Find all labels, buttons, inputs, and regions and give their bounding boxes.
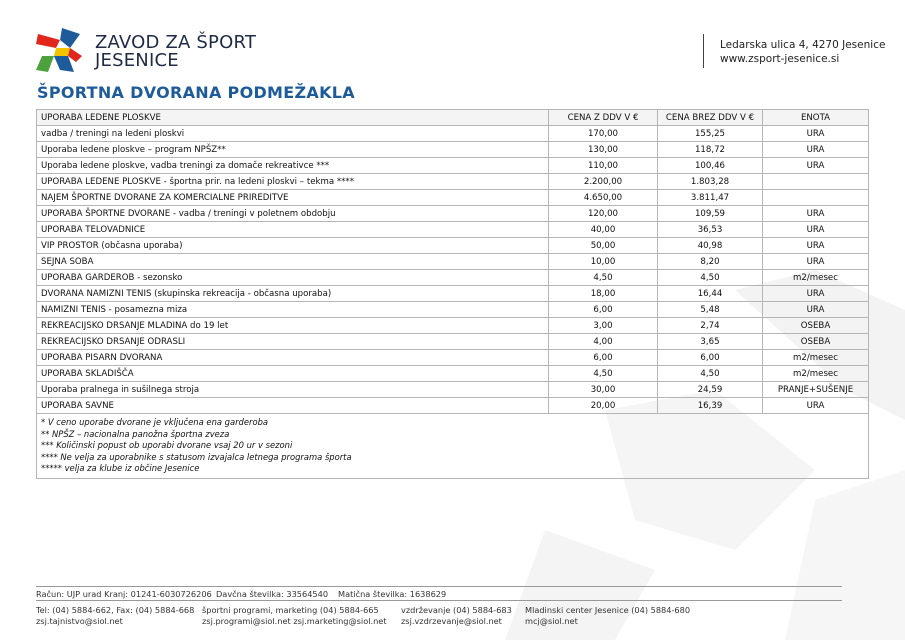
table-row (37, 398, 869, 414)
unit-cell: URA (763, 302, 869, 318)
service-cell: VIP PROSTOR (občasna uporaba) (37, 238, 549, 254)
footer-registration-number: Matična številka: 1638629 (338, 589, 447, 599)
price-without-vat-cell: 1.803,28 (658, 174, 763, 190)
table-row (37, 382, 869, 398)
price-with-vat-cell: 6,00 (549, 302, 658, 318)
price-with-vat-cell: 4,50 (549, 366, 658, 382)
price-without-vat-cell: 155,25 (658, 126, 763, 142)
unit-cell: OSEBA (763, 318, 869, 334)
footer-tax-number: Davčna številka: 33564540 (216, 589, 329, 599)
footer-contact (36, 605, 194, 627)
price-with-vat-cell: 170,00 (549, 126, 658, 142)
unit-cell (763, 190, 869, 206)
service-cell: UPORABA ŠPORTNE DVORANE - vadba / treningi v poletnem obdobju (37, 206, 549, 222)
logo-icon (34, 26, 84, 74)
price-without-vat-cell: 109,59 (658, 206, 763, 222)
price-without-vat-cell: 16,44 (658, 286, 763, 302)
service-cell: UPORABA TELOVADNICE (37, 222, 549, 238)
price-with-vat-cell: 110,00 (549, 158, 658, 174)
price-without-vat-cell: 5,48 (658, 302, 763, 318)
unit-cell (763, 174, 869, 190)
price-without-vat-cell: 4,50 (658, 270, 763, 286)
price-with-vat-cell: 120,00 (549, 206, 658, 222)
note-line: ** NPŠZ – nacionalna panožna športna zveza (41, 428, 230, 439)
price-without-vat-cell: 24,59 (658, 382, 763, 398)
price-with-vat-cell: 40,00 (549, 222, 658, 238)
service-cell: DVORANA NAMIZNI TENIS (skupinska rekreacija - občasna uporaba) (37, 286, 549, 302)
org-name-line2: JESENICE (95, 50, 179, 71)
unit-cell: PRANJE+SUŠENJE (763, 382, 869, 398)
price-with-vat-cell: 4,00 (549, 334, 658, 350)
note-line: **** Ne velja za uporabnike s statusom izvajalca letnega programa športa (41, 451, 352, 462)
header-unit: ENOTA (763, 110, 869, 126)
header-divider (703, 34, 704, 68)
unit-cell: m2/mesec (763, 366, 869, 382)
footer-contact-phone: Tel: (04) 5884-662, Fax: (04) 5884-668 (36, 605, 195, 615)
service-cell: vadba / treningi na ledeni ploskvi (37, 126, 549, 142)
price-with-vat-cell: 10,00 (549, 254, 658, 270)
header-service: UPORABA LEDENE PLOSKVE (37, 110, 549, 126)
price-without-vat-cell: 40,98 (658, 238, 763, 254)
price-without-vat-cell: 6,00 (658, 350, 763, 366)
table-row (37, 190, 869, 206)
unit-cell: URA (763, 398, 869, 414)
header-price-with-vat: CENA Z DDV V € (549, 110, 658, 126)
unit-cell: URA (763, 126, 869, 142)
price-with-vat-cell: 50,00 (549, 238, 658, 254)
table-row (37, 222, 869, 238)
table-row (37, 142, 869, 158)
price-without-vat-cell: 118,72 (658, 142, 763, 158)
note-line: ***** velja za klube iz občine Jesenice (41, 463, 200, 473)
footer-contact (401, 605, 512, 627)
service-cell: REKREACIJSKO DRSANJE MLADINA do 19 let (37, 318, 549, 334)
footer-contact-email[interactable]: zsj.tajnistvo@siol.net (36, 616, 123, 626)
footer-contact-phone: športni programi, marketing (04) 5884-665 (202, 605, 379, 615)
table-row (37, 174, 869, 190)
footer-rule-top (36, 586, 842, 587)
table-row (37, 158, 869, 174)
table-row (37, 254, 869, 270)
price-without-vat-cell: 3.811,47 (658, 190, 763, 206)
note-line: * V ceno uporabe dvorane je vključena ena garderoba (41, 417, 269, 427)
unit-cell: m2/mesec (763, 270, 869, 286)
price-without-vat-cell: 8,20 (658, 254, 763, 270)
page-title: ŠPORTNA DVORANA PODMEŽAKLA (37, 83, 355, 102)
service-cell: REKREACIJSKO DRSANJE ODRASLI (37, 334, 549, 350)
header-price-without-vat: CENA BREZ DDV V € (658, 110, 763, 126)
service-cell: UPORABA LEDENE PLOSKVE - športna prir. na ledeni ploskvi – tekma **** (37, 174, 549, 190)
footer-contact-email[interactable]: zsj.vzdrzevanje@siol.net (401, 616, 502, 626)
service-cell: Uporaba ledene ploskve, vadba treningi za domače rekreativce *** (37, 158, 549, 174)
note-line: *** Količinski popust ob uporabi dvorane vsaj 20 ur v sezoni (41, 440, 293, 450)
table-row (37, 318, 869, 334)
table-row (37, 302, 869, 318)
footer-contact-phone: vzdrževanje (04) 5884-683 (401, 605, 512, 615)
price-with-vat-cell: 18,00 (549, 286, 658, 302)
unit-cell: URA (763, 286, 869, 302)
price-without-vat-cell: 36,53 (658, 222, 763, 238)
unit-cell: URA (763, 142, 869, 158)
org-address: Ledarska ulica 4, 4270 Jesenice (720, 39, 886, 51)
table-row (37, 238, 869, 254)
table-row (37, 270, 869, 286)
table-row (37, 206, 869, 222)
table-row (37, 366, 869, 382)
price-table (36, 109, 869, 479)
service-cell: NAMIZNI TENIS - posamezna miza (37, 302, 549, 318)
unit-cell: URA (763, 254, 869, 270)
price-without-vat-cell: 3,65 (658, 334, 763, 350)
price-with-vat-cell: 4.650,00 (549, 190, 658, 206)
logo-text (95, 34, 256, 70)
service-cell: UPORABA PISARN DVORANA (37, 350, 549, 366)
org-address-block (720, 38, 885, 66)
footer-contact-phone: Mladinski center Jesenice (04) 5884-680 (525, 605, 691, 615)
unit-cell: URA (763, 238, 869, 254)
unit-cell: URA (763, 206, 869, 222)
price-without-vat-cell: 2,74 (658, 318, 763, 334)
price-without-vat-cell: 4,50 (658, 366, 763, 382)
table-row (37, 334, 869, 350)
notes-cell (37, 414, 869, 479)
service-cell: NAJEM ŠPORTNE DVORANE ZA KOMERCIALNE PRIREDITVE (37, 190, 549, 206)
price-with-vat-cell: 20,00 (549, 398, 658, 414)
table-row (37, 286, 869, 302)
unit-cell: m2/mesec (763, 350, 869, 366)
service-cell: SEJNA SOBA (37, 254, 549, 270)
footer-account: Račun: UJP urad Kranj: 01241-6030726206 (36, 589, 212, 599)
footer-contact (525, 605, 690, 627)
service-cell: Uporaba ledene ploskve – program NPŠZ** (37, 142, 549, 158)
price-without-vat-cell: 100,46 (658, 158, 763, 174)
org-name-line1: ZAVOD ZA ŠPORT (95, 32, 257, 53)
unit-cell: OSEBA (763, 334, 869, 350)
table-header-row (37, 110, 869, 126)
notes-row (37, 414, 869, 479)
service-cell: UPORABA SAVNE (37, 398, 549, 414)
footer-contact (202, 605, 387, 627)
service-cell: Uporaba pralnega in sušilnega stroja (37, 382, 549, 398)
table-row (37, 350, 869, 366)
price-with-vat-cell: 4,50 (549, 270, 658, 286)
price-with-vat-cell: 30,00 (549, 382, 658, 398)
unit-cell: URA (763, 158, 869, 174)
price-with-vat-cell: 130,00 (549, 142, 658, 158)
unit-cell: URA (763, 222, 869, 238)
price-without-vat-cell: 16,39 (658, 398, 763, 414)
footer-contact-email[interactable]: zsj.programi@siol.net zsj.marketing@siol.net (202, 616, 387, 626)
service-cell: UPORABA SKLADIŠČA (37, 366, 549, 382)
footer-contact-email[interactable]: mcj@siol.net (525, 616, 578, 626)
service-cell: UPORABA GARDEROB - sezonsko (37, 270, 549, 286)
org-website[interactable]: www.zsport-jesenice.si (720, 53, 840, 65)
footer-rule-bottom (36, 600, 842, 601)
price-with-vat-cell: 3,00 (549, 318, 658, 334)
table-row (37, 126, 869, 142)
price-with-vat-cell: 6,00 (549, 350, 658, 366)
price-with-vat-cell: 2.200,00 (549, 174, 658, 190)
